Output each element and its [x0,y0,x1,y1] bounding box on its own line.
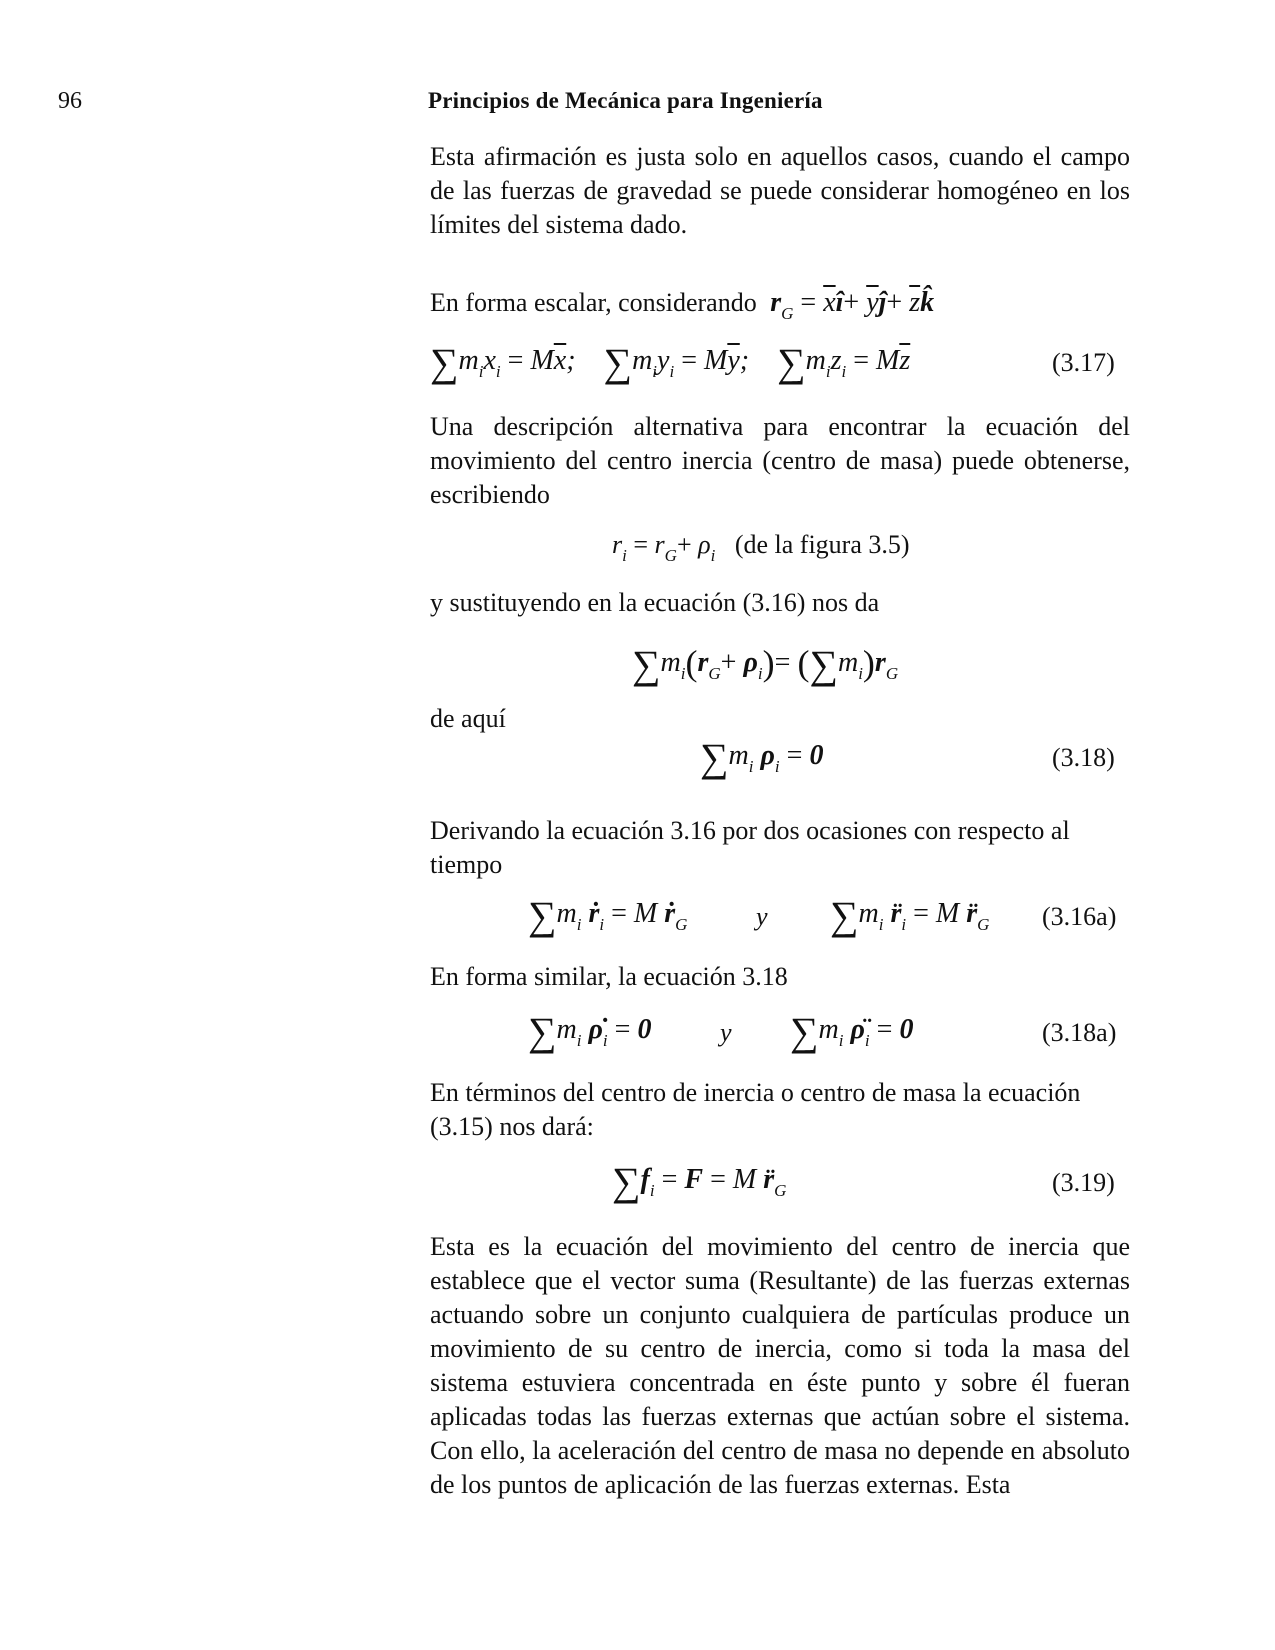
paragraph-4: y sustituyendo en la ecuación (3.16) nos da [430,588,880,617]
equation-3-18a-conjunction: y [720,1018,732,1047]
equation-number-3-17: (3.17) [1052,348,1115,377]
equation-rg-vector: $r_G$ = $\overline{x}î+$ $\overline{y}ĵ+$ $\overline{z}k̂$ [770,287,935,323]
equation-number-3-16a: (3.16a) [1042,902,1117,931]
equation-number-3-19: (3.19) [1052,1168,1115,1197]
equation-3-18: $\sum m_i$ $\rho_i = 0$ [700,735,824,780]
equation-sum-substitution: $\sum m_i(r_G+ \rho_i)= (\sum m_i)r_G$ [632,642,899,687]
paragraph-3-block [430,410,1130,512]
paragraph-5: de aquí [430,704,506,733]
paragraph-4-block [430,586,1130,620]
equation-ri-note: (de la figura 3.5) [734,530,910,559]
paragraph-1-block [430,140,1130,242]
paragraph-9: Esta es la ecuación del movimiento del centro de inercia que establece que el vector suma (Resultante) de las fuerzas externas actuando sobre un conjunto cualquiera de partículas produce un movimiento de su centro de inercia, como si toda la masa del sistema estuviera concentrada en éste punto y sobre él fueran aplicadas todas las fuerzas externas que actúan sobre el sistema. Con ello, la aceleración del centro de masa no depende en absoluto de los puntos de aplicación de las fuerzas externas. Esta [430,1232,1130,1499]
equation-ri: $r_i = r_G+ \rho_i$ (de la figura 3.5) [612,530,910,565]
running-title: Principios de Mecánica para Ingeniería [428,88,823,113]
page-number: 96 [58,88,82,114]
equation-3-16a-conjunction: y [756,902,768,931]
paragraph-2-block [430,286,1130,331]
equation-number-3-18a: (3.18a) [1042,1018,1117,1047]
paragraph-7: En forma similar, la ecuación 3.18 [430,962,788,991]
paragraph-8: En términos del centro de inercia o centro de masa la ecuación (3.15) nos dará: [430,1078,1081,1141]
paragraph-6-block [430,814,1130,882]
paragraph-8-block [430,1076,1130,1144]
equation-3-16a-right: $\sum m_i$ $r̈_i = M$ $r̈_G$ [830,893,990,938]
paragraph-1: Esta afirmación es justa solo en aquellos casos, cuando el campo de las fuerzas de gravedad se puede considerar homogéneo en los límites del sistema dado. [430,142,1130,239]
equation-number-3-18: (3.18) [1052,743,1115,772]
paragraph-2-lead: En forma escalar, considerando [430,288,757,317]
paragraph-7-block [430,960,1130,994]
equation-3-18a-right: $\sum m_i$ $\rhö_i = 0$ [790,1009,914,1054]
equation-3-17: $\sum m_ix_i = M\overline{x}$; $\sum m_iy_i = M\overline{y}$; $\sum m_iz_i = M\overline{z}$ [430,340,911,385]
paragraph-6: Derivando la ecuación 3.16 por dos ocasiones con respecto al tiempo [430,816,1070,879]
paragraph-3: Una descripción alternativa para encontrar la ecuación del movimiento del centro inercia (centro de masa) puede obtenerse, escribiendo [430,412,1130,509]
equation-3-18a-left: $\sum m_i$ $\rhȯ_i = 0$ [528,1009,652,1054]
paragraph-9-block [430,1230,1130,1502]
equation-3-16a-left: $\sum m_i$ ṙ$_i$ = M ṙ$_G$ [528,893,688,938]
paragraph-5-block [430,702,1130,736]
equation-3-19: $\sum f_i = F = M$ $r̈_G$ [612,1159,787,1204]
